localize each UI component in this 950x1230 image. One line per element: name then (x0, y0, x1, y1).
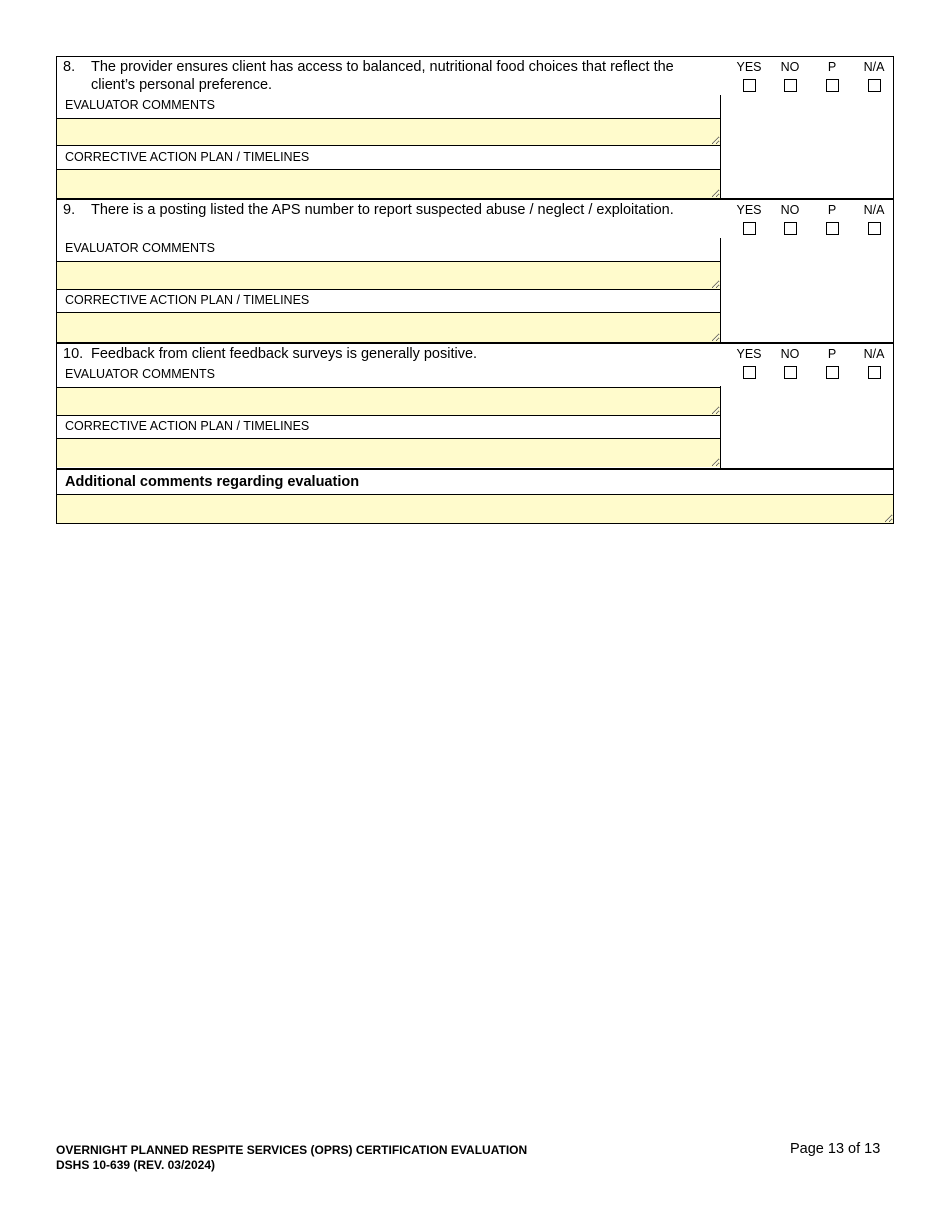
item-9-section (56, 199, 894, 343)
item-8-corrective-label: CORRECTIVE ACTION PLAN / TIMELINES (65, 150, 310, 164)
item-10-number: 10. (63, 346, 84, 362)
additional-comments-section (56, 469, 894, 524)
item-10-options (721, 344, 893, 404)
item-8-section (56, 56, 894, 199)
item-8-option-yes[interactable]: YES (729, 57, 769, 92)
item-8-option-na[interactable]: N/A (854, 57, 894, 92)
item-10-text: Feedback from client feedback surveys is generally positive. (91, 346, 478, 362)
divider-line (57, 415, 720, 416)
item-10-corrective-action-field[interactable] (57, 439, 720, 467)
footer-form-info (56, 1143, 527, 1173)
item-8-yes-checkbox[interactable] (743, 79, 756, 92)
item-8-corrective-action-field[interactable] (57, 170, 720, 198)
item-10-evaluator-comments-field[interactable] (57, 388, 720, 415)
item-8-option-p[interactable]: P (812, 57, 852, 92)
item-9-yes-checkbox[interactable] (743, 222, 756, 235)
item-9-options (721, 200, 893, 260)
item-10-no-checkbox[interactable] (784, 366, 797, 379)
item-10-na-checkbox[interactable] (868, 366, 881, 379)
item-9-option-yes[interactable]: YES (729, 200, 769, 235)
column-divider (720, 260, 721, 344)
item-9-option-p[interactable]: P (812, 200, 852, 235)
item-9-p-checkbox[interactable] (826, 222, 839, 235)
footer-form-number: DSHS 10-639 (REV. 03/2024) (56, 1158, 215, 1172)
item-9-evaluator-label: EVALUATOR COMMENTS (65, 241, 216, 255)
item-9-no-checkbox[interactable] (784, 222, 797, 235)
item-9-corrective-label: CORRECTIVE ACTION PLAN / TIMELINES (65, 293, 310, 307)
item-8-number: 8. (63, 59, 76, 75)
divider-line (57, 289, 720, 290)
item-8-evaluator-comments-field[interactable] (57, 119, 720, 145)
item-8-na-checkbox[interactable] (868, 79, 881, 92)
page-number: Page 13 of 13 (790, 1141, 881, 1157)
item-9-option-na[interactable]: N/A (854, 200, 894, 235)
item-10-corrective-label: CORRECTIVE ACTION PLAN / TIMELINES (65, 419, 310, 433)
column-divider (720, 117, 721, 200)
item-9-evaluator-comments-field[interactable] (57, 262, 720, 289)
item-8-question (63, 58, 713, 94)
additional-comments-field[interactable] (57, 495, 893, 523)
item-9-number: 9. (63, 202, 76, 218)
item-9-option-no[interactable]: NO (770, 200, 810, 235)
item-9-na-checkbox[interactable] (868, 222, 881, 235)
item-9-text: There is a posting listed the APS number to report suspected abuse / neglect / exploitation. (91, 202, 674, 218)
item-10-option-no[interactable]: NO (770, 344, 810, 379)
item-10-option-p[interactable]: P (812, 344, 852, 379)
item-8-option-no[interactable]: NO (770, 57, 810, 92)
item-8-text: The provider ensures client has access to balanced, nutritional food choices that reflect the client’s personal preference. (91, 59, 674, 93)
item-10-question (63, 345, 713, 363)
item-9-corrective-action-field[interactable] (57, 313, 720, 342)
item-10-option-yes[interactable]: YES (729, 344, 769, 379)
item-10-section (56, 343, 894, 469)
item-10-p-checkbox[interactable] (826, 366, 839, 379)
additional-comments-title: Additional comments regarding evaluation (65, 474, 360, 490)
item-9-question (63, 201, 713, 219)
divider-line (57, 145, 720, 146)
item-10-option-na[interactable]: N/A (854, 344, 894, 379)
item-8-options (721, 57, 893, 117)
item-8-p-checkbox[interactable] (826, 79, 839, 92)
item-8-evaluator-label: EVALUATOR COMMENTS (65, 98, 216, 112)
footer-title: OVERNIGHT PLANNED RESPITE SERVICES (OPRS) CERTIFICATION EVALUATION (56, 1143, 528, 1157)
item-10-yes-checkbox[interactable] (743, 366, 756, 379)
item-8-no-checkbox[interactable] (784, 79, 797, 92)
item-10-evaluator-label: EVALUATOR COMMENTS (65, 367, 216, 381)
